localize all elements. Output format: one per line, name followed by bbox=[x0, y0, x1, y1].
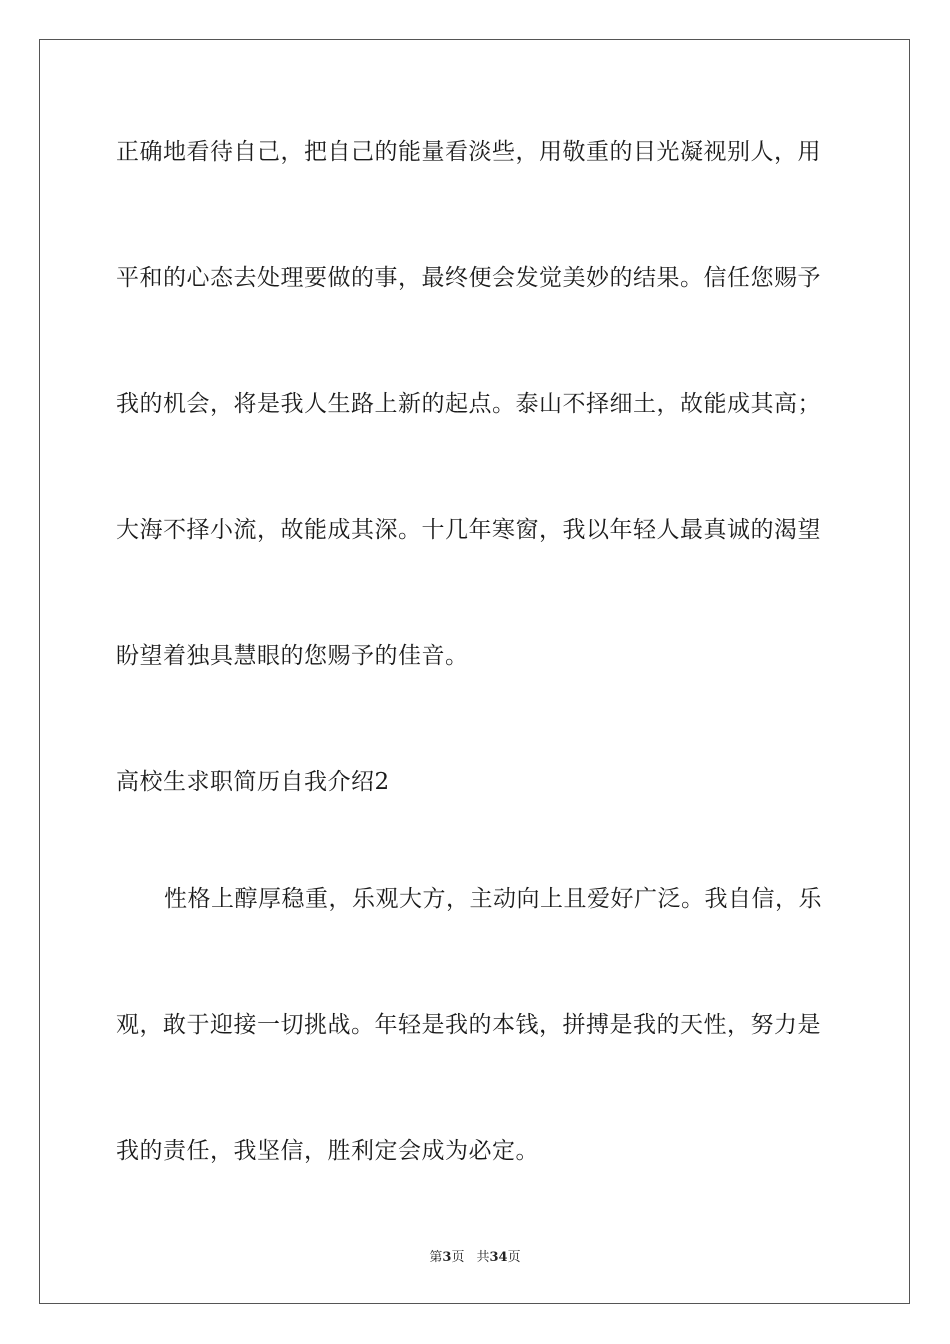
body-text-line: 正确地看待自己，把自己的能量看淡些，用敬重的目光凝视别人，用 bbox=[116, 139, 821, 165]
total-suffix: 页 bbox=[507, 1250, 521, 1265]
page-number: 3 bbox=[442, 1250, 452, 1265]
total-prefix: 共 bbox=[476, 1250, 490, 1265]
section-heading: 高校生求职简历自我介绍2 bbox=[116, 769, 390, 795]
body-text-line: 盼望着独具慧眼的您赐予的佳音。 bbox=[116, 643, 469, 669]
page-footer bbox=[0, 1250, 950, 1266]
body-text-line: 大海不择小流，故能成其深。十几年寒窗，我以年轻人最真诚的渴望 bbox=[116, 517, 821, 543]
page-border bbox=[39, 39, 910, 1304]
page-suffix: 页 bbox=[451, 1250, 465, 1265]
section-text-line: 性格上醇厚稳重，乐观大方，主动向上且爱好广泛。我自信，乐 bbox=[164, 886, 822, 912]
total-pages: 34 bbox=[489, 1250, 508, 1265]
section-text-line: 我的责任，我坚信，胜利定会成为必定。 bbox=[116, 1138, 539, 1164]
body-text-line: 平和的心态去处理要做的事，最终便会发觉美妙的结果。信任您赐予 bbox=[116, 265, 821, 291]
page-prefix: 第 bbox=[429, 1250, 443, 1265]
body-text-line: 我的机会，将是我人生路上新的起点。泰山不择细土，故能成其高； bbox=[116, 391, 821, 417]
section-text-line: 观，敢于迎接一切挑战。年轻是我的本钱，拼搏是我的天性，努力是 bbox=[116, 1012, 821, 1038]
